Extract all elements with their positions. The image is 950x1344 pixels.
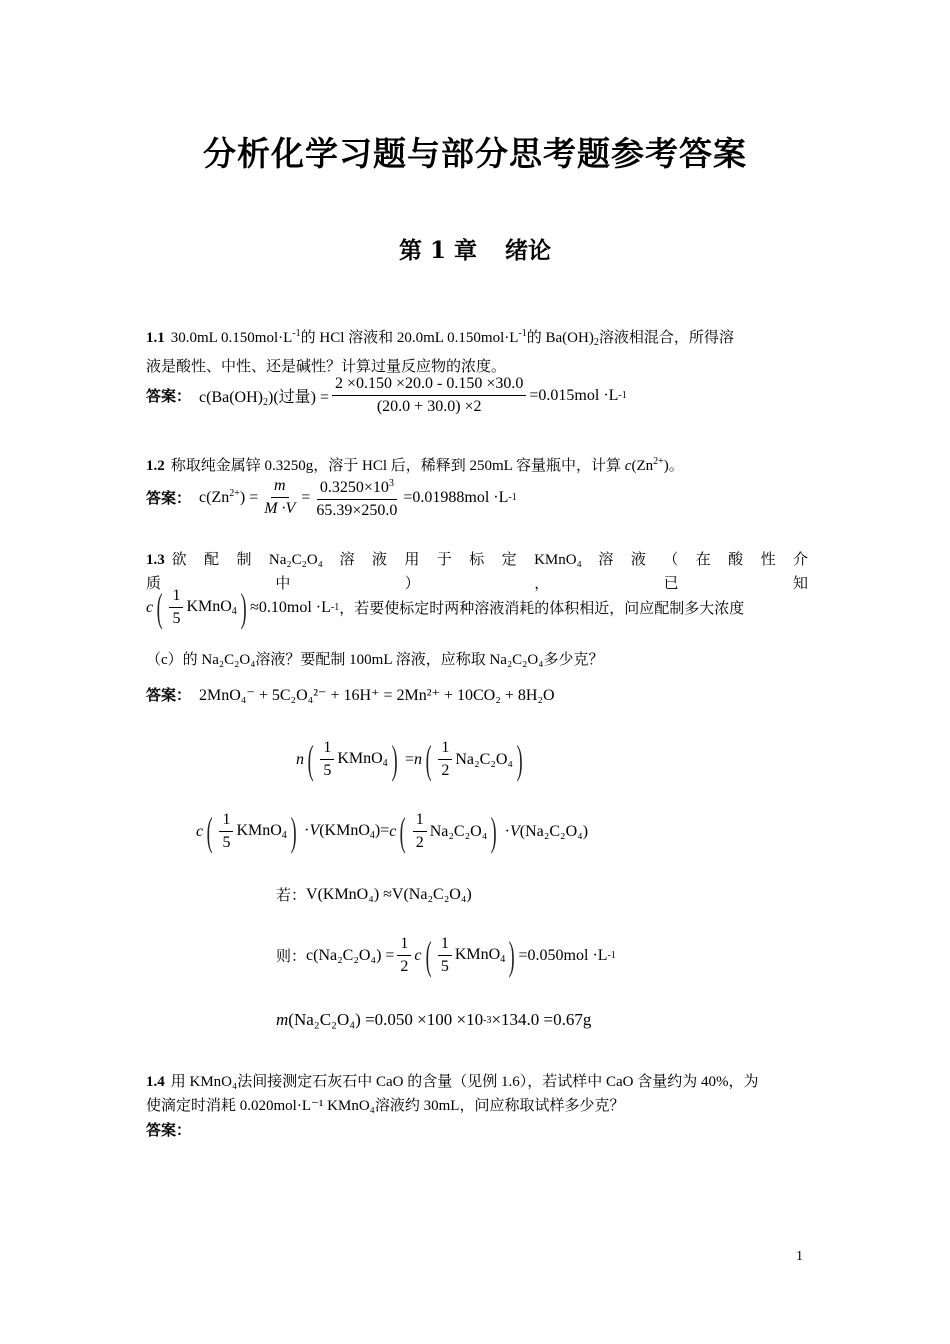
chapter-number: 第 1 章 <box>398 237 478 264</box>
answer-1-3-reaction: 答案： 2MnO₄⁻ + 5C₂O₄²⁻ + 16H⁺ = 2Mn²⁺ + 10CO₂ + 8H₂O <box>146 686 555 704</box>
answer-label: 答案： <box>146 1121 192 1139</box>
answer-1-2: 答案： $c(Zn^{2+})$ = $\frac{m}{M \cdot V}$ = $\frac{0.3250\times 10^3}{65.39\times 250.0}$ =0.01988mol ·L -1 <box>146 474 517 521</box>
fraction: $\frac{0.3250\times 10^3}{65.39\times 250.0}$ <box>313 474 400 521</box>
question-1-1: 1.1 30.0mL $0.150mol\cdot L^{-1}$的 HCl 溶液和 20.0mL $0.150mol\cdot L^{-1}$的 $Ba(OH)_2$溶液相混合，所得溶 液是酸性、中性、还是碱性？计算过量反应物的浓度。 <box>146 328 734 375</box>
answer-1-1: 答案： $c(Ba(OH)_2)$(过量) = $\frac{2 \times 0.150 \times 20.0 - 0.150 \times 30.0}{(20.0 + 30.0) \times 2}$ =0.015mol ·L -1 <box>146 375 627 415</box>
chapter-name: 绪论 <box>505 237 552 264</box>
question-1-3-line3: （c）的 Na₂C₂O₄溶液？要配制 100mL 溶液，应称取 Na₂C₂O₄多少克？ <box>146 652 604 668</box>
answer-label: 答案： <box>146 387 192 405</box>
question-1-4: 1.4 用 KMnO₄法间接测定石灰石中 CaO 的含量（见例 1.6），若试样中 CaO 含量约为 40%，为 使滴定时消耗 0.020mol·L⁻¹ KMnO₄溶液约 30mL，问应称取试样多少克？ 答案： <box>146 1074 759 1139</box>
question-1-3: 1.3 欲 配 制 Na₂C₂O₄ 溶 液 用 于 标 定 KMnO₄ 溶 液 （ 在 酸 性 介 质 中 ） ， 已 知 <box>146 552 808 592</box>
question-number: 1.4 <box>146 1074 165 1090</box>
question-number: 1.2 <box>146 458 165 474</box>
equation-volume-approx: 若： V(KMnO₄) ≈V(Na₂C₂O₄) <box>276 885 472 904</box>
document-title: 分析化学习题与部分思考题参考答案 <box>203 134 747 173</box>
question-1-2: 1.2 称取纯金属锌 0.3250g，溶于 HCl 后，稀释到 250mL 容量瓶中，计算 $c(Zn^{2+})$。 <box>146 456 684 474</box>
equation-moles-equal: n ( $\frac{1}{5}$ KMnO$_4$ ) = n ( $\frac{1}{2}$ Na₂C₂O₄ ) <box>296 736 523 782</box>
equation-concentration: 则： c(Na₂C₂O₄) = $\frac{1}{2}$ c ( $\frac{1}{5}$ KMnO$_4$ ) =0.050mol ·L -1 <box>276 932 616 978</box>
equation-cv-equal: c ( $\frac{1}{5}$ KMnO$_4$ ) ·V(KMnO$_4$)= c ( $\frac{1}{2}$ Na₂C₂O₄ ) ·V(Na₂C₂O₄) <box>196 808 589 854</box>
equation-mass: m (Na₂C₂O₄) =0.050 ×100 ×10 -3 ×134.0 =0.67g <box>276 1010 592 1029</box>
question-number: 1.3 <box>146 552 165 568</box>
page-number: 1 <box>796 1249 803 1264</box>
fraction: $\frac{2 \times 0.150 \times 20.0 - 0.150 \times 30.0}{(20.0 + 30.0) \times 2}$ <box>332 374 526 417</box>
answer-label: 答案： <box>146 489 192 507</box>
question-1-3-given: c ( $\frac{1}{5}$ KMnO$_4$ ) ≈0.10mol ·L -1 ，若要使标定时两种溶液消耗的体积相近，问应配制多大浓度 <box>146 584 745 630</box>
fraction: $\frac{m}{M \cdot V}$ <box>264 477 296 517</box>
chapter-heading <box>0 232 950 265</box>
question-number: 1.1 <box>146 330 165 346</box>
answer-label: 答案： <box>146 686 192 704</box>
